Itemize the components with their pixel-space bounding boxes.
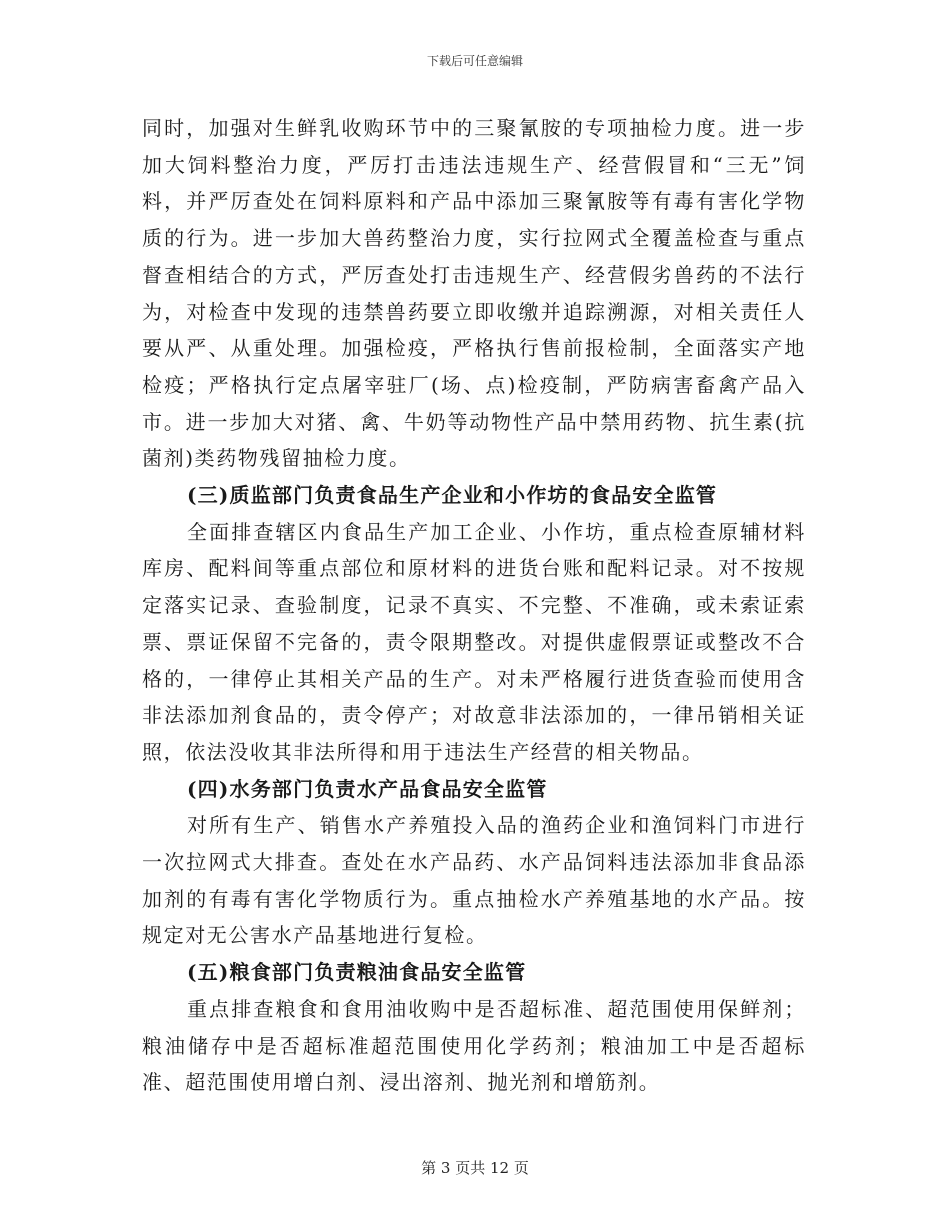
- section-heading-4: (四)水务部门负责水产品食品安全监管: [187, 776, 548, 801]
- paragraph-section-4: 对所有生产、销售水产养殖投入品的渔药企业和渔饲料门市进行一次拉网式大排查。查处在水产品药、水产品饲料违法添加非食品添加剂的有毒有害化学物质行为。重点抽检水产养殖基地的水产品。按规定对无公害水产品基地进行复检。: [142, 813, 806, 948]
- paragraph-section-3: 全面排查辖区内食品生产加工企业、小作坊，重点检查原辅材料库房、配料间等重点部位和原材料的进货台账和配料记录。对不按规定落实记录、查验制度，记录不真实、不完整、不准确，或未索证索票、票证保留不完备的，责令限期整改。对提供虚假票证或整改不合格的，一律停止其相关产品的生产。对未严格履行进货查验而使用含非法添加剂食品的，责令停产；对故意非法添加的，一律吊销相关证照，依法没收其非法所得和用于违法生产经营的相关物品。: [142, 519, 806, 764]
- page-header: 下载后可任意编辑: [426, 54, 523, 68]
- section-heading-5: (五)粮食部门负责粮油食品安全监管: [187, 960, 527, 985]
- paragraph-section-5: 重点排查粮食和食用油收购中是否超标准、超范围使用保鲜剂；粮油储存中是否超标准超范围使用化学药剂；粮油加工中是否超标准、超范围使用增白剂、浸出溶剂、抛光剂和增筋剂。: [142, 996, 806, 1095]
- section-heading-3: (三)质监部门负责食品生产企业和小作坊的食品安全监管: [187, 483, 718, 508]
- document-body: [142, 110, 806, 1101]
- paragraph-continued: 同时，加强对生鲜乳收购环节中的三聚氰胺的专项抽检力度。进一步加大饲料整治力度，严厉打击违法违规生产、经营假冒和“三无”饲料，并严厉查处在饲料原料和产品中添加三聚氰胺等有毒有害化学物质的行为。进一步加大兽药整治力度，实行拉网式全覆盖检查与重点督查相结合的方式，严厉查处打击违规生产、经营假劣兽药的不法行为，对检查中发现的违禁兽药要立即收缴并追踪溯源，对相关责任人要从严、从重处理。加强检疫，严格执行售前报检制，全面落实产地检疫；严格执行定点屠宰驻厂(场、点)检疫制，严防病害畜禽产品入市。进一步加大对猪、禽、牛奶等动物性产品中禁用药物、抗生素(抗菌剂)类药物残留抽检力度。: [142, 116, 806, 471]
- page-footer: 第 3 页共 12 页: [421, 1159, 529, 1177]
